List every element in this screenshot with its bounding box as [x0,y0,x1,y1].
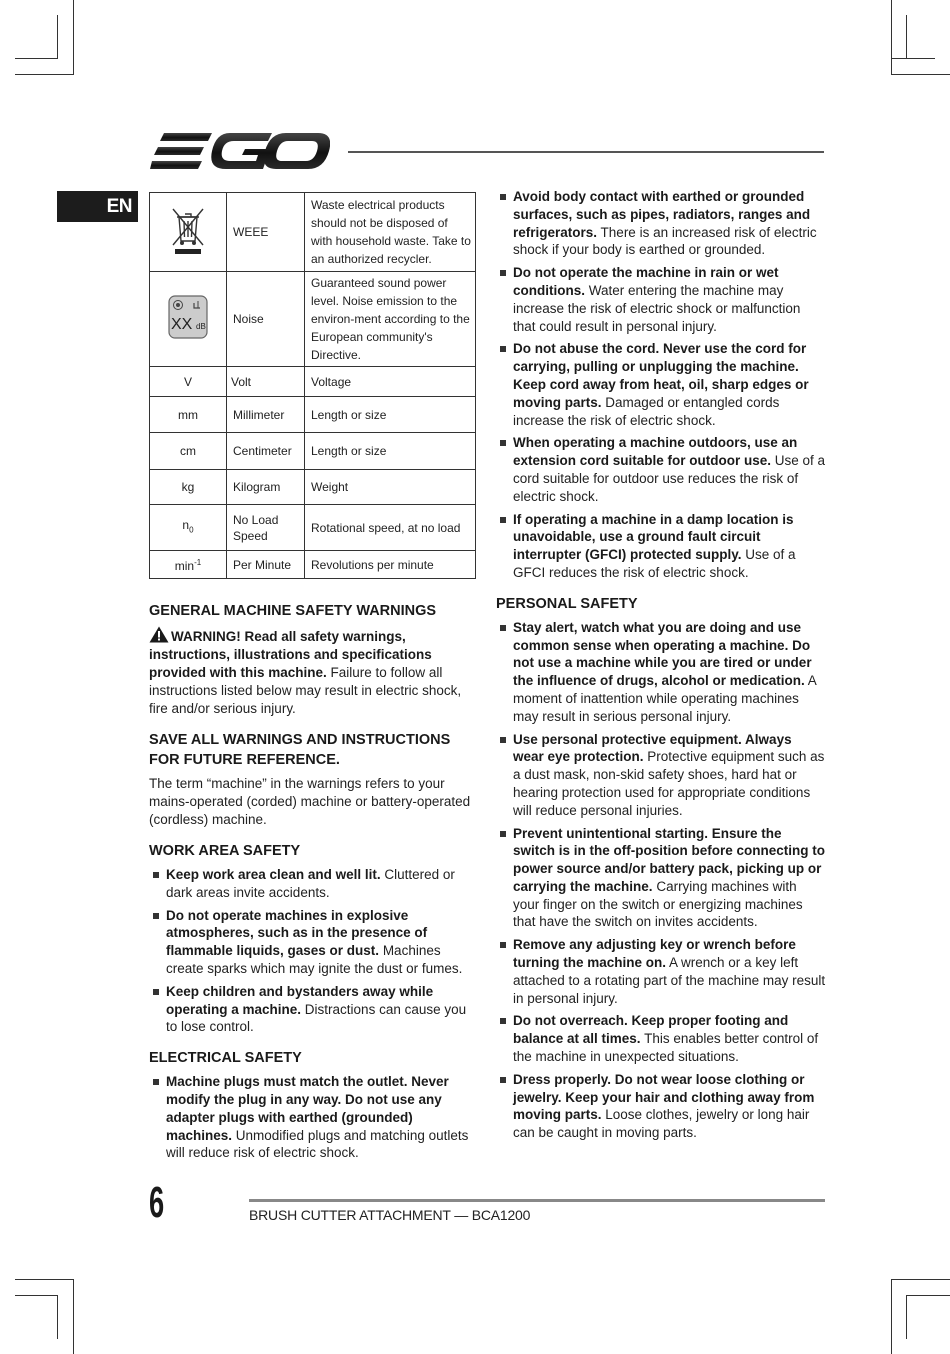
table-row [150,505,476,551]
footer-rule [249,1199,825,1202]
symbol-cell: kg [150,470,227,505]
table-row [150,367,476,397]
table-row [150,433,476,470]
list-item: Do not operate machines in explosive atmospheres, such as in the presence of flammable liquids, gases or dust. Machines create sparks which may ignite the dust or fumes. [149,907,477,978]
list-item: When operating a machine outdoors, use an extension cord suitable for outdoor use. Use of a cord suitable for outdoor use reduces the risk of electric shock. [496,434,826,505]
name-cell: WEEE [227,193,305,272]
symbol-superscript: -1 [194,558,202,567]
warning-triangle-icon [149,626,169,643]
desc-cell: Revolutions per minute [305,551,476,579]
work-area-list [149,866,477,1036]
symbol-cell [150,272,227,367]
section-heading-electrical: ELECTRICAL SAFETY [149,1050,302,1067]
name-cell: No Load Speed [227,505,305,551]
left-column [149,192,477,1162]
table-row [150,470,476,505]
list-item: Do not operate the machine in rain or wet conditions. Water entering the machine may increase the risk of electric shock or malfunction that could result in personal injury. [496,264,826,335]
ego-logo [150,131,330,171]
page-number: 6 [149,1178,165,1227]
list-item: Dress properly. Do not wear loose clothing or jewelry. Keep your hair and clothing away from moving parts. Loose clothes, jewelry or long hair can be caught in moving parts. [496,1071,826,1142]
crop-mark [57,15,58,59]
desc-cell: Length or size [305,397,476,433]
right-column [496,188,826,1142]
crop-mark [906,15,907,59]
section-heading-save: SAVE ALL WARNINGS AND INSTRUCTIONS FOR FUTURE REFERENCE. [149,732,451,768]
symbol-cell: V [150,367,227,397]
desc-cell: Rotational speed, at no load [305,505,476,551]
electrical-list-right [496,188,826,582]
list-item: Machine plugs must match the outlet. Never modify the plug in any way. Do not use any adapter plugs with earthed (grounded) machines. Unmodified plugs and matching outlets will reduce risk of electric shock. [149,1073,477,1162]
list-item: Use personal protective equipment. Always wear eye protection. Protective equipment such as a dust mask, non-skid safety shoes, hard hat or hearing protection used for appropriate conditions will reduce personal injuries. [496,731,826,820]
symbol-cell [150,193,227,272]
save-text: The term “machine” in the warnings refers to your mains-operated (corded) machine or battery-operated (cordless) machine. [149,776,471,827]
general-warning-text: Failure to follow all instructions listed below may result in electric shock, fire and/or serious injury. [149,665,462,716]
general-warning-bold: WARNING! Read all safety warnings, instructions, illustrations and specifications provided with this machine. [149,629,432,680]
list-item: Avoid body contact with earthed or grounded surfaces, such as pipes, radiators, ranges and refrigerators. There is an increased risk of electric shock if your body is earthed or grounded. [496,188,826,259]
symbol-cell: mm [150,397,227,433]
crop-mark [15,1295,58,1296]
weee-crossed-bin-icon [170,205,206,255]
list-item: Stay alert, watch what you are doing and use common sense when operating a machine. Do not use a machine while you are tired or under the influence of drugs, alcohol or medication. A moment of inattention while operating machines may result in serious personal injury. [496,619,826,726]
crop-mark [57,1295,58,1339]
name-cell: Millimeter [227,397,305,433]
language-tab: EN [57,191,138,222]
name-cell: Volt [227,367,305,397]
table-row [150,193,476,272]
list-item: Do not overreach. Keep proper footing and balance at all times. This enables better control of the machine in unexpected situations. [496,1012,826,1065]
symbol-text: n [182,517,190,532]
list-item: Keep work area clean and well lit. Cluttered or dark areas invite accidents. [149,866,477,902]
section-heading-general: GENERAL MACHINE SAFETY WARNINGS [149,603,437,619]
name-cell: Centimeter [227,433,305,470]
crop-mark [891,74,950,75]
crop-mark [891,58,935,59]
crop-mark [15,74,74,75]
symbol-text: min [174,559,195,573]
table-row [150,551,476,579]
list-item: Prevent unintentional starting. Ensure the switch is in the off-position before connecting to power source and/or battery pack, picking up or carrying the machine. Carrying machines with your finger on the switch or energizing machines that have the switch on invites accidents. [496,825,826,932]
crop-mark [891,1279,892,1354]
name-cell: Per Minute [227,551,305,579]
table-row [150,272,476,367]
crop-mark [15,58,58,59]
symbol-subscript: 0 [189,525,194,535]
desc-cell: Guaranteed sound power level. Noise emission to the environ-ment according to the European community's Directive. [305,272,476,367]
desc-cell: Length or size [305,433,476,470]
list-item: If operating a machine in a damp location is unavoidable, use a ground fault circuit interrupter (GFCI) protected supply. Use of a GFCI reduces the risk of electric shock. [496,511,826,582]
crop-mark [891,1279,950,1280]
list-item: Remove any adjusting key or wrench before turning the machine on. A wrench or a key left attached to a rotating part of the machine may result in personal injury. [496,936,826,1007]
header-rule [348,151,824,153]
symbol-table [149,192,476,579]
desc-cell: Voltage [305,367,476,397]
personal-list [496,619,826,1142]
symbol-cell: cm [150,433,227,470]
footer-title: BRUSH CUTTER ATTACHMENT — BCA1200 [249,1207,531,1223]
crop-mark [906,1295,950,1296]
table-row [150,397,476,433]
crop-mark [891,0,892,75]
crop-mark [906,1295,907,1339]
desc-cell: Weight [305,470,476,505]
crop-mark [15,1279,74,1280]
noise-xxdb-icon [168,295,208,339]
crop-mark [73,1279,74,1354]
section-heading-personal: PERSONAL SAFETY [496,595,638,612]
desc-cell: Waste electrical products should not be disposed of with household waste. Take to an authorized recycler. [305,193,476,272]
section-heading-work-area: WORK AREA SAFETY [149,843,301,859]
general-warning [149,626,477,718]
svg-text:dB: dB [196,321,206,331]
list-item: Keep children and bystanders away while operating a machine. Distractions can cause you to lose control. [149,983,477,1036]
symbol-cell [150,551,227,579]
symbol-cell [150,505,227,551]
crop-mark [73,0,74,75]
list-item: Do not abuse the cord. Never use the cord for carrying, pulling or unplugging the machine. Keep cord away from heat, oil, sharp edges or moving parts. Damaged or entangled cords increase the risk of electric shock. [496,340,826,429]
name-cell: Kilogram [227,470,305,505]
name-cell: Noise [227,272,305,367]
electrical-list-left [149,1073,477,1162]
svg-text:XX: XX [171,315,193,333]
